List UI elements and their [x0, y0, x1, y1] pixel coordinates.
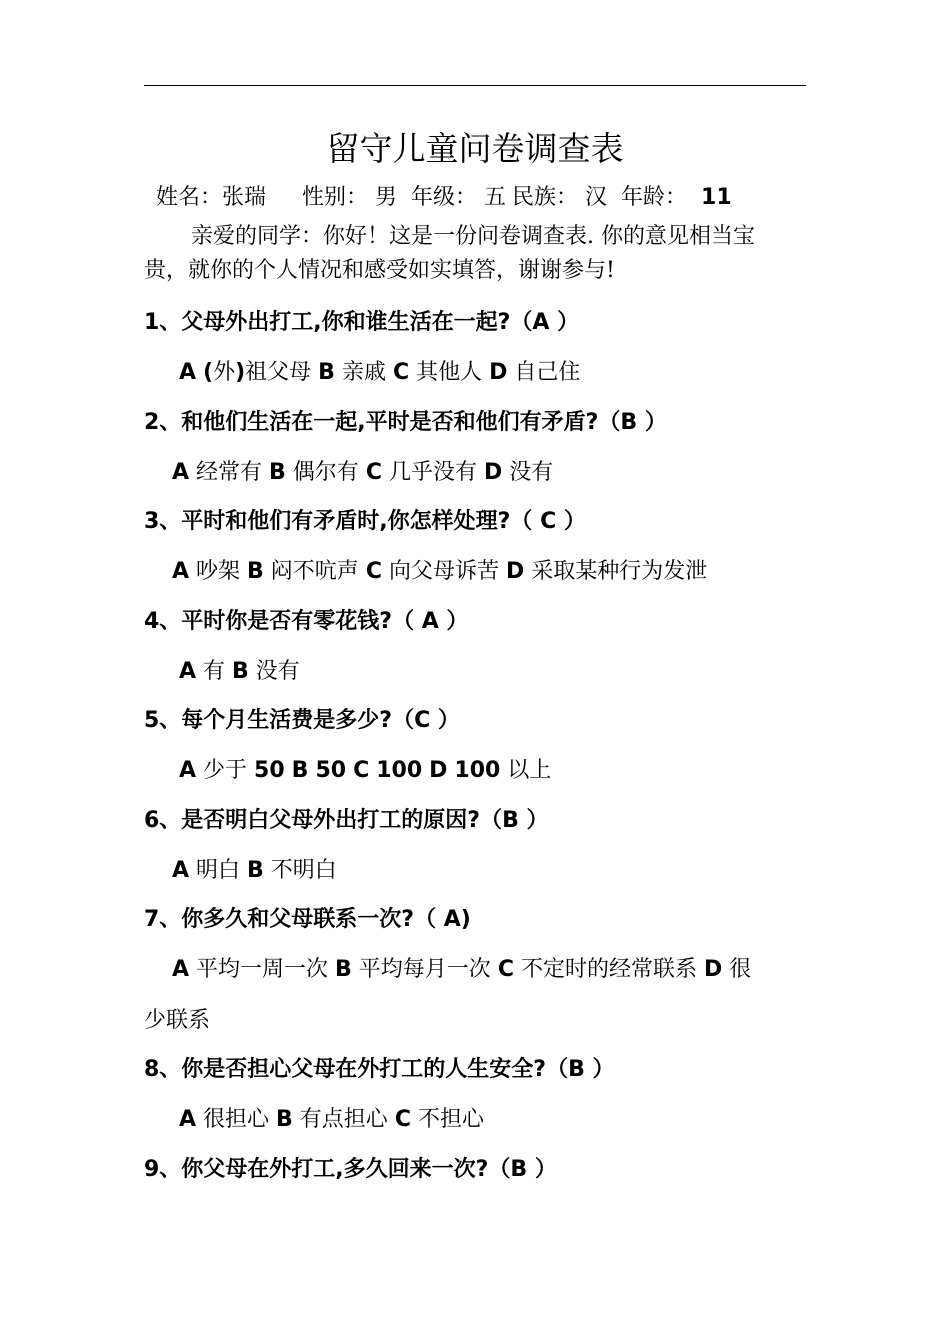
options-8: A 很担心 B 有点担心 C 不担心 [179, 1107, 484, 1132]
student-info [156, 183, 732, 213]
question-8: 8、你是否担心父母在外打工的人生安全?（B ） [144, 1057, 615, 1082]
options-5: A 少于 50 B 50 C 100 D 100 以上 [179, 758, 552, 783]
question-7: 7、你多久和父母联系一次?（ A) [144, 907, 471, 932]
age-label: 年龄： [621, 185, 688, 210]
question-9: 9、你父母在外打工,多久回来一次?（B ） [144, 1157, 557, 1182]
question-4: 4、平时你是否有零花钱?（ A ） [144, 609, 469, 634]
header-rule [144, 85, 806, 86]
options-7-continued: 少联系 [144, 1008, 211, 1033]
grade-field: 年级： 五 [411, 185, 507, 210]
options-3: A 吵架 B 闷不吭声 C 向父母诉苦 D 采取某种行为发泄 [172, 559, 708, 584]
question-5: 5、每个月生活费是多少?（C ） [144, 708, 460, 733]
question-6: 6、是否明白父母外出打工的原因?（B ） [144, 808, 549, 833]
options-4: A 有 B 没有 [179, 659, 300, 684]
intro-line-1: 亲爱的同学：你好！这是一份问卷调查表. 你的意见相当宝 [191, 224, 755, 249]
question-1: 1、父母外出打工,你和谁生活在一起?（A ） [144, 310, 580, 335]
question-3: 3、平时和他们有矛盾时,你怎样处理?（ C ） [144, 509, 586, 534]
gender-field: 性别： 男 [302, 185, 398, 210]
intro-line-2: 贵，就你的个人情况和感受如实填答，谢谢参与! [144, 258, 615, 283]
options-1: A (外)祖父母 B 亲戚 C 其他人 D 自己住 [179, 360, 581, 385]
ethnicity-field: 民族： 汉 [512, 185, 608, 210]
name-field: 姓名：张瑞 [156, 185, 267, 210]
page-title: 留守儿童问卷调查表 [326, 129, 624, 168]
options-6: A 明白 B 不明白 [172, 858, 337, 883]
age-value: 11 [701, 185, 732, 210]
options-7: A 平均一周一次 B 平均每月一次 C 不定时的经常联系 D 很 [172, 957, 752, 982]
question-2: 2、和他们生活在一起,平时是否和他们有矛盾?（B ） [144, 410, 667, 435]
options-2: A 经常有 B 偶尔有 C 几乎没有 D 没有 [172, 460, 554, 485]
